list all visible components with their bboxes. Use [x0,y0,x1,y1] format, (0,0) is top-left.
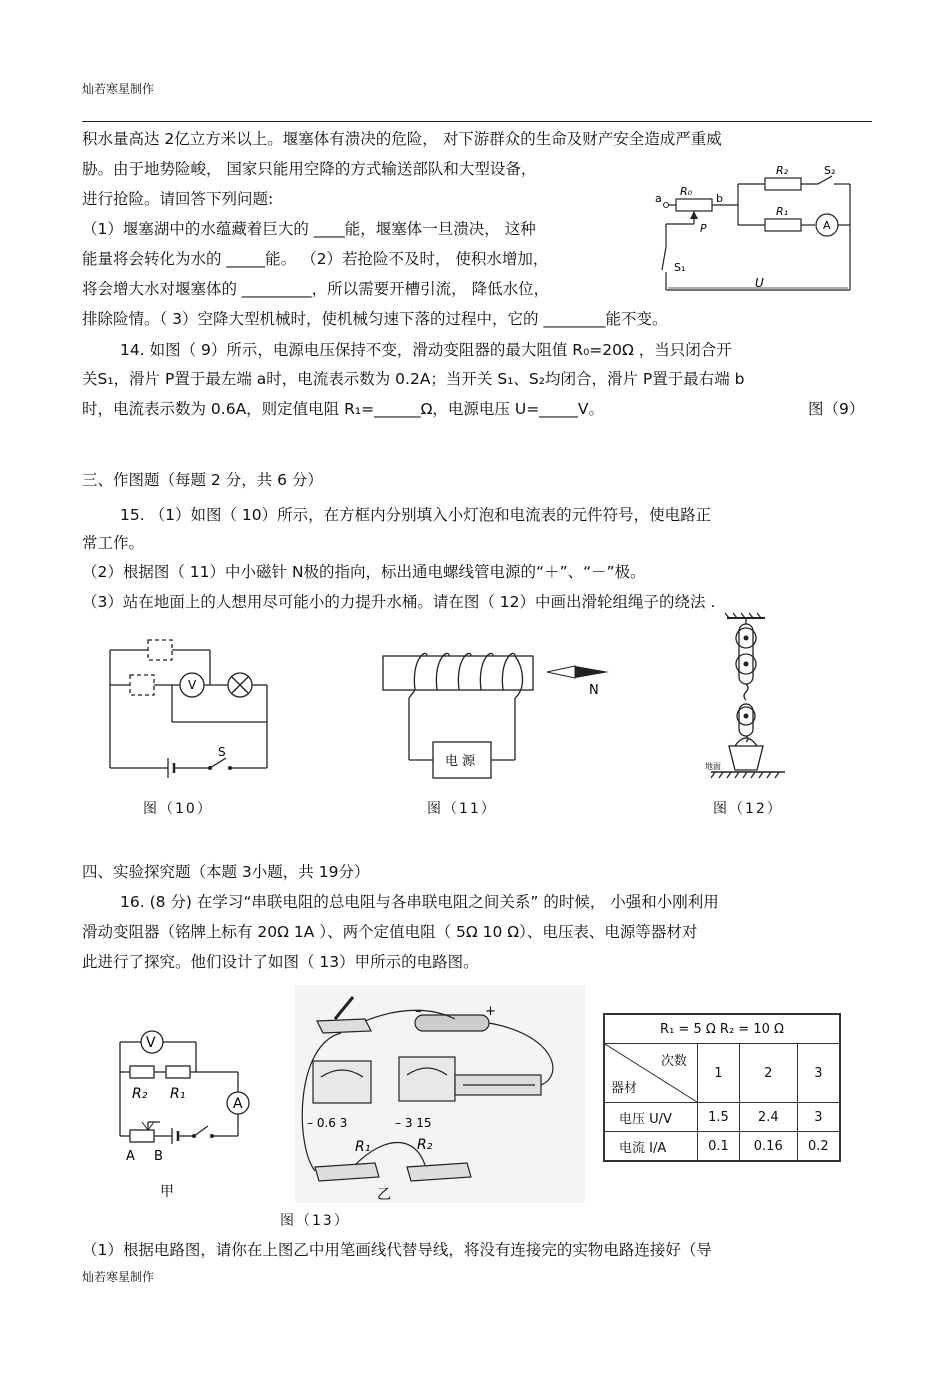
text-line: 积水量高达 2亿立方米以上。堰塞体有溃决的危险， 对下游群众的生命及财产安全造成严重威 [82,130,722,148]
fig12-ground-label: 地面 [705,762,721,771]
footer-watermark: 灿若寒星制作 [82,1270,155,1284]
figure-12-pulley [705,612,800,790]
table-cell: 2.4 [739,1103,797,1132]
fig13-r2-label: R₂ [132,1086,148,1102]
question-16-line1: 16. (8 分) 在学习“串联电阻的总电阻与各串联电阻之间关系” 的时候， 小强和小刚利用 [120,893,719,911]
figure-11-caption: 图（11） [427,801,497,817]
fig9-label-r2: R₂ [776,164,789,177]
figure-9-caption: 图（9） [808,400,865,418]
fig13-terminal-a: A [126,1149,135,1164]
fig13-terminal-b: B [154,1149,163,1164]
text-line: 胁。由于地势险峻， 国家只能用空降的方式输送部队和大型设备， [82,160,537,178]
fig10-switch-label: S [218,745,226,759]
fig13-jia-label: 甲 [160,1184,174,1200]
table-cell: 0.1 [698,1132,740,1162]
fig9-label-a: a [655,192,662,205]
fig9-label-b: b [716,192,723,205]
question-14-line1: 14. 如图（ 9）所示，电源电压保持不变，滑动变阻器的最大阻值 R₀=20Ω ，当只闭合开 [120,341,732,359]
fig9-label-p: P [700,222,707,235]
text-line: 排除险情。（ 3）空降大型机械时，使机械匀速下落的过程中，它的 ________能不变。 [82,310,668,328]
question-15-line1: 15. （1）如图（ 10）所示，在方框内分别填入小灯泡和电流表的元件符号，使电路正 [120,506,712,524]
header-watermark: 灿若寒星制作 [82,82,155,96]
question-15-line2: 常工作。 [82,534,145,552]
figure-11-solenoid [375,640,615,790]
table-header: R₁ = 5 Ω R₂ = 10 Ω [604,1014,840,1044]
question-14-line3: 时，电流表示数为 0.6A，则定值电阻 R₁=______Ω，电源电压 U=_____V。 [82,400,605,418]
fig9-label-s2: S₂ [824,164,836,177]
fig13-voltmeter-label: V [146,1035,156,1051]
fig11-source-label: 电 源 [445,754,476,769]
text-line: 能量将会转化为水的 _____能。 （2）若抢险不及时， 使积水增加， [82,250,549,268]
question-16-line3: 此进行了探究。他们设计了如图（ 13）甲所示的电路图。 [82,953,479,971]
question-15-line4: （3）站在地面上的人想用尽可能小的力提升水桶。请在图（ 12）中画出滑轮组绳子的绕法 . [82,593,716,611]
table-col-header: 3 [797,1044,840,1103]
table-corner-top: 次数 [660,1054,687,1069]
section-3-title: 三、作图题（每题 2 分，共 6 分） [82,471,323,489]
table-row-label: 电流 I/A [604,1132,698,1162]
figure-13-yi-apparatus [295,985,585,1203]
fig9-label-u: U [755,276,764,290]
figure-13-caption: 图（13） [280,1213,350,1229]
fig13-yi-r1: R₁ [355,1139,371,1155]
table-cell: 0.2 [797,1132,840,1162]
figure-10-caption: 图（10） [143,801,213,817]
text-line: （1）堰塞湖中的水蕴藏着巨大的 ____能，堰塞体一旦溃决， 这种 [82,220,536,238]
table-cell: 1.5 [698,1103,740,1132]
table-cell: 3 [797,1103,840,1132]
fig13-meter2-scale: – 3 15 [395,1116,432,1130]
question-14-line2: 关S₁，滑片 P置于最左端 a时，电流表示数为 0.2A；当开关 S₁、S₂均闭合，滑片 P置于最右端 b [82,370,745,388]
fig11-north-label: N [589,683,599,698]
table-col-header: 2 [739,1044,797,1103]
table-corner [604,1044,698,1103]
fig13-ammeter-label: A [233,1096,243,1112]
fig13-yi-label: 乙 [377,1187,391,1203]
table-col-header: 1 [698,1044,740,1103]
figure-13-jia-circuit [110,1020,270,1205]
fig10-voltmeter-label: V [188,678,197,692]
fig13-meter1-scale: – 0.6 3 [307,1116,348,1130]
fig13-yi-r2: R₂ [417,1137,433,1153]
fig9-ammeter-label: A [823,219,831,232]
fig13-minus-label: – [415,1004,422,1019]
question-15-line3: （2）根据图（ 11）中小磁针 N极的指向，标出通电螺线管电源的“＋”、“－”极。 [82,563,646,581]
figure-12-caption: 图（12） [713,801,783,817]
table-cell: 0.16 [739,1132,797,1162]
header-rule [82,121,872,122]
figure-9-circuit [650,162,860,297]
fig9-label-r0: R₀ [680,185,693,198]
text-line: 进行抢险。请回答下列问题: [82,190,274,208]
fig9-label-s1: S₁ [674,261,686,274]
text-line: 将会增大水对堰塞体的 _________，所以需要开槽引流， 降低水位， [82,280,550,298]
question-16-part1: （1）根据电路图，请你在上图乙中用笔画线代替导线，将没有连接完的实物电路连接好（导 [82,1241,712,1259]
question-16-line2: 滑动变阻器（铭牌上标有 20Ω 1A ）、两个定值电阻（ 5Ω 10 Ω）、电压表、电源等器材对 [82,923,698,941]
table-row-label: 电压 U/V [604,1103,698,1132]
fig13-data-table [603,1013,841,1162]
table-corner-bottom: 器材 [611,1081,638,1096]
fig13-r1-label: R₁ [170,1086,186,1102]
section-4-title: 四、实验探究题（本题 3小题，共 19分） [82,863,370,881]
fig13-plus-label: + [485,1004,496,1019]
fig9-label-r1: R₁ [776,205,789,218]
figure-10-circuit [100,630,275,780]
